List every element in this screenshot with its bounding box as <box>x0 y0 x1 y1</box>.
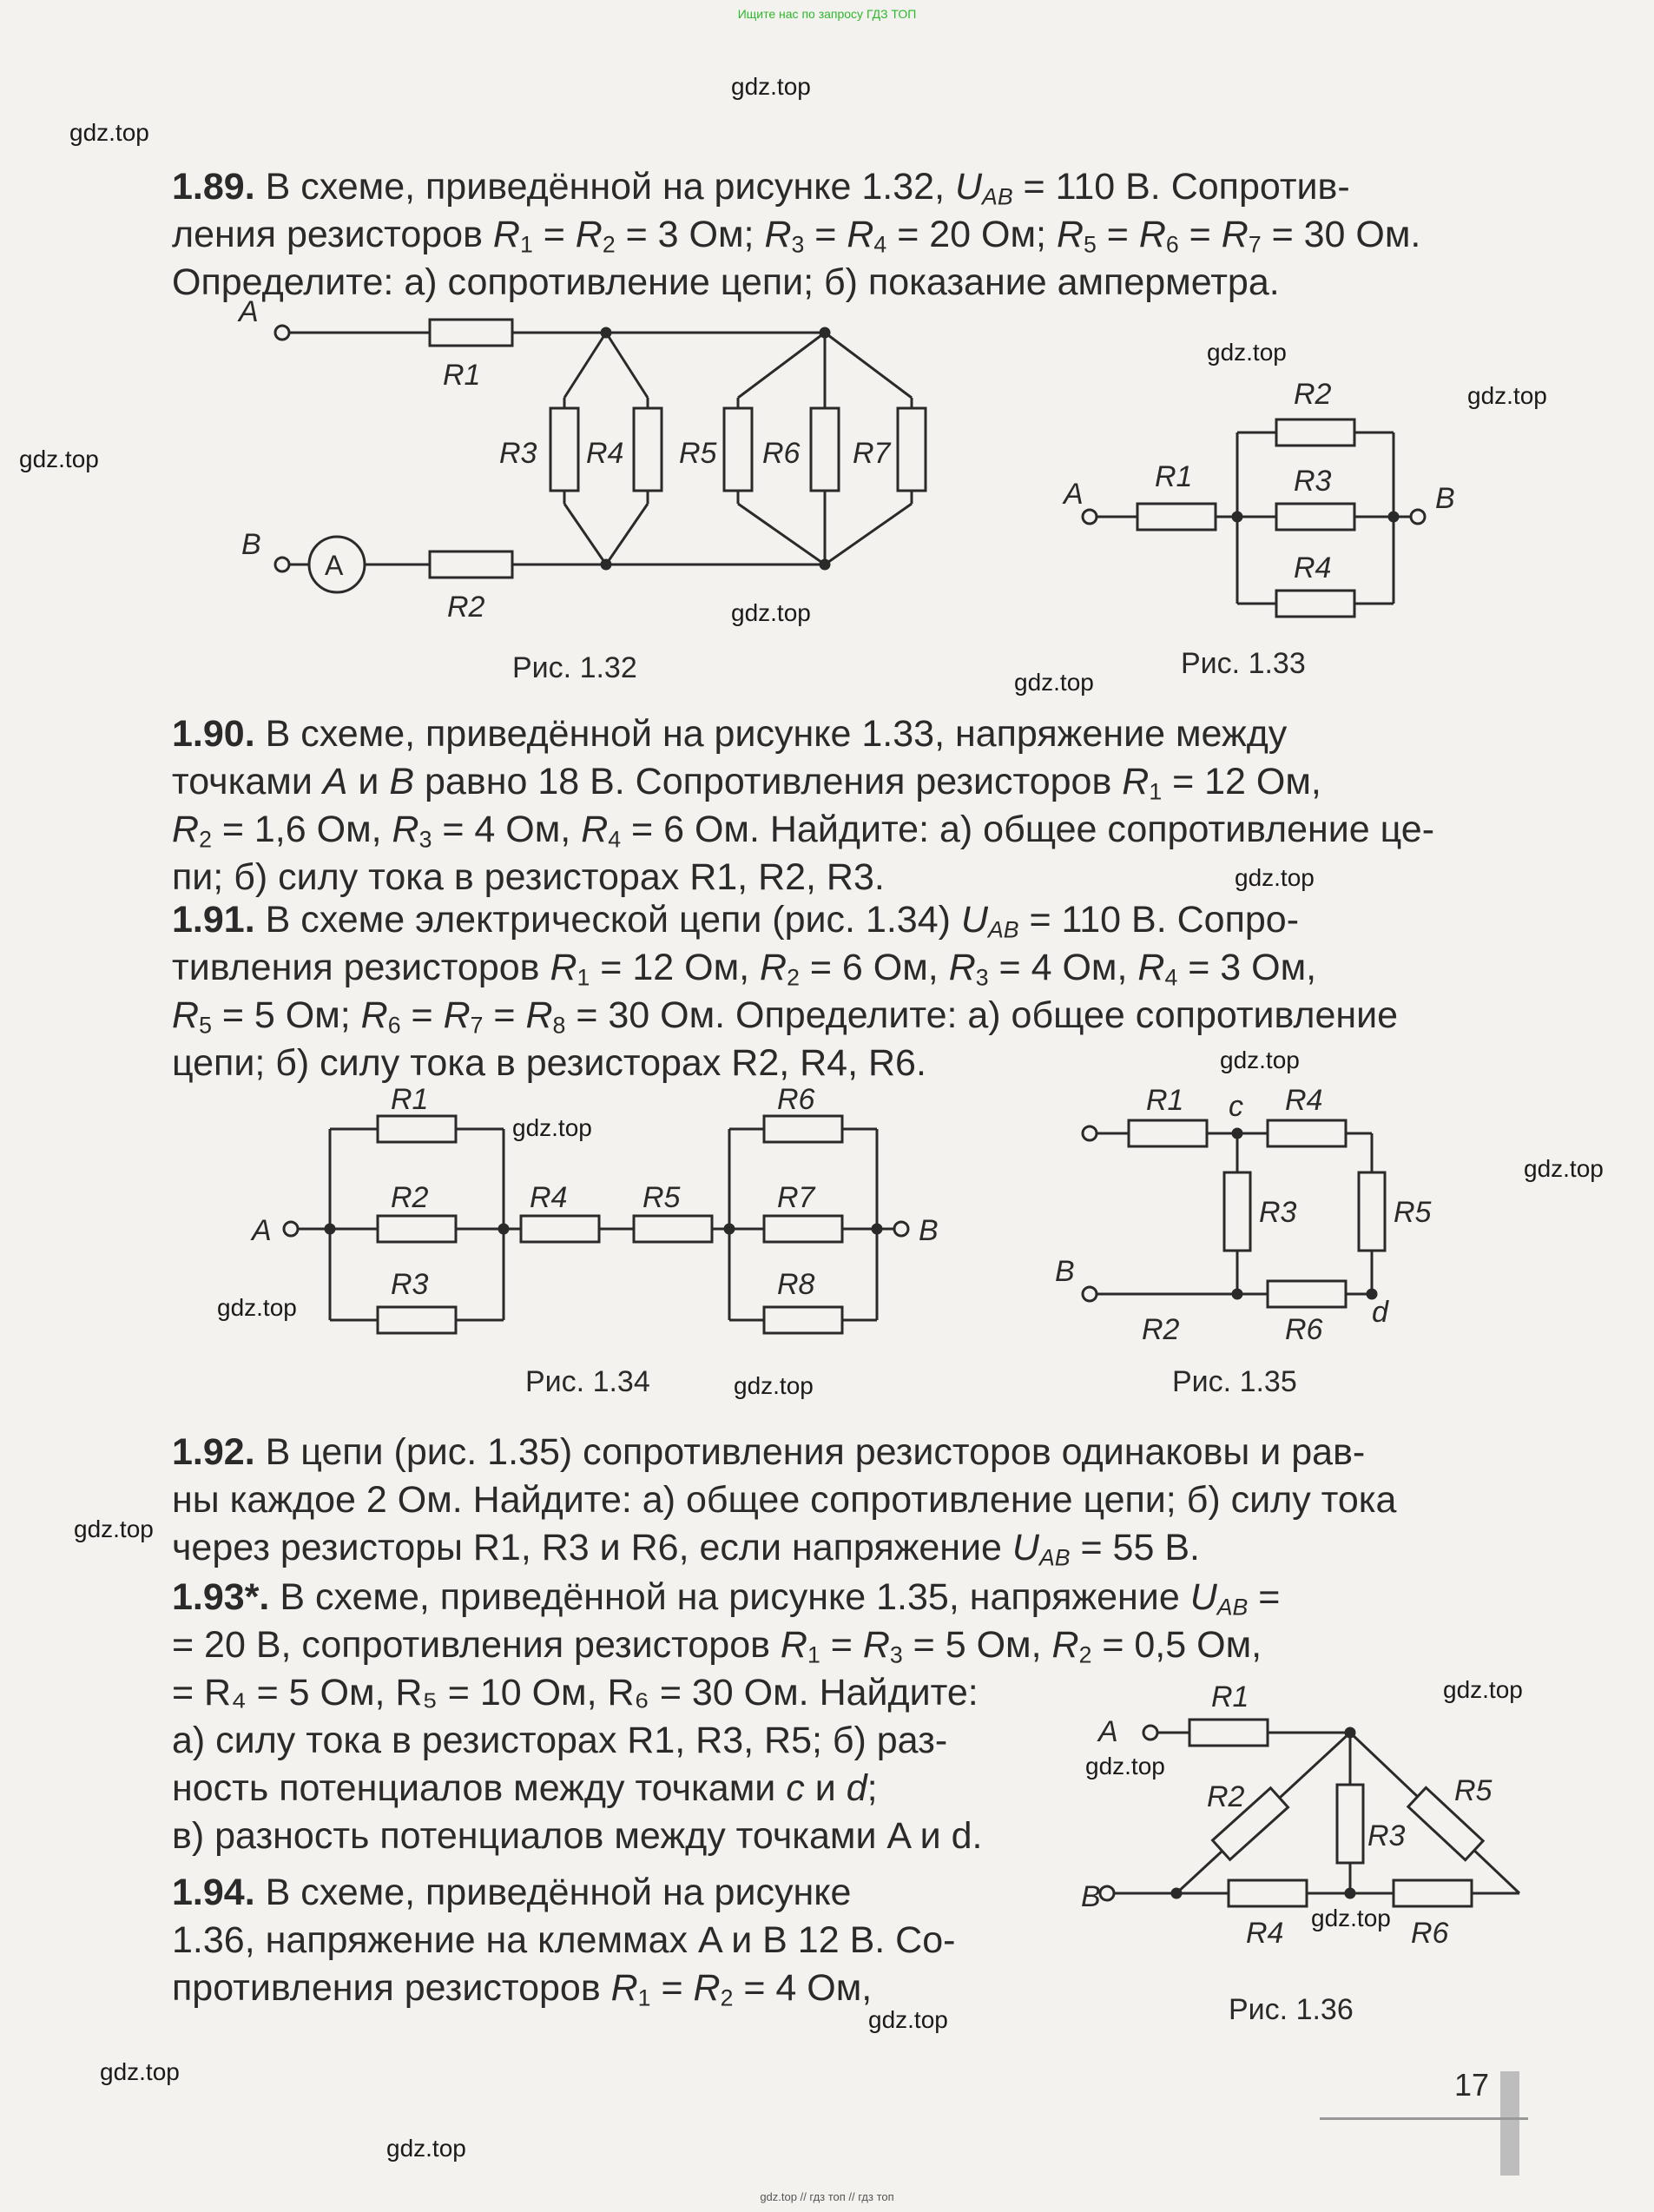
watermark: gdz.top <box>512 1114 592 1141</box>
label-R4: R4 <box>530 1181 568 1214</box>
label-R7: R7 <box>777 1181 815 1214</box>
watermark: gdz.top <box>217 1294 297 1321</box>
label-R5: R5 <box>1394 1196 1432 1229</box>
label-B: B <box>1081 1880 1101 1913</box>
label-R4: R4 <box>1285 1084 1323 1117</box>
top-banner: Ищите нас по запросу ГДЗ ТОП <box>737 7 917 21</box>
problem-1-91: 1.91. В схеме электрической цепи (рис. 1.34) $U_{AB} = 110$ В. Сопро- тивления резисторов $R_1 = 12$ Ом, $R_2 = 6$ Ом, $R_3 = 4$ Ом, $R_4 = 3$ Ом, $R_5 = 5$ Ом; $R_6 = R_7 = R_8 = 30$ Ом. Определите: а) общее сопротивление цепи; б) силу тока в резисторах R2, R4, R6. <box>172 899 1399 1084</box>
label-R5: R5 <box>1454 1774 1493 1807</box>
watermark: gdz.top <box>74 1515 154 1542</box>
label-R1: R1 <box>391 1083 429 1116</box>
problem-1-93-cont: = R₄ = 5 Ом, R₅ = 10 Ом, R₆ = 30 Ом. Найдите: а) силу тока в резисторах R1, R3, R5; б) раз- ность потенциалов между точками c и d; в) разность потенциалов между точками A и d. <box>172 1672 983 1857</box>
label-R6: R6 <box>762 437 801 470</box>
caption-1-33: Рис. 1.33 <box>1181 647 1306 680</box>
label-R6: R6 <box>777 1083 815 1116</box>
figure-1-32 <box>234 295 946 686</box>
watermark: gdz.top <box>1443 1676 1523 1703</box>
caption-1-35: Рис. 1.35 <box>1172 1365 1297 1398</box>
watermark: gdz.top <box>1220 1047 1300 1073</box>
watermark: gdz.top <box>1207 339 1287 366</box>
label-R2: R2 <box>1142 1313 1180 1346</box>
label-A: A <box>239 295 259 328</box>
label-R4: R4 <box>586 437 624 470</box>
ammeter-symbol: A <box>325 550 344 581</box>
figure-1-33 <box>1064 365 1498 686</box>
watermark: gdz.top <box>1014 669 1094 696</box>
label-R4: R4 <box>1294 551 1332 584</box>
caption-1-32: Рис. 1.32 <box>512 651 637 684</box>
label-R3: R3 <box>1259 1196 1297 1229</box>
watermark: gdz.top <box>1467 382 1547 409</box>
bottom-banner: gdz.top // гдз топ // гдз топ <box>760 2190 894 2203</box>
figure-1-34 <box>252 1083 1033 1407</box>
page-rule <box>1320 2117 1528 2120</box>
label-R2: R2 <box>447 591 485 624</box>
label-R3: R3 <box>1294 465 1332 498</box>
label-R5: R5 <box>679 437 717 470</box>
watermark: gdz.top <box>386 2135 466 2162</box>
label-R1: R1 <box>1146 1084 1184 1117</box>
label-R7: R7 <box>853 437 891 470</box>
figure-1-35 <box>1046 1086 1498 1407</box>
label-R5: R5 <box>642 1181 681 1214</box>
watermark: gdz.top <box>1085 1753 1165 1780</box>
label-R1: R1 <box>1211 1680 1249 1713</box>
label-R3: R3 <box>391 1268 429 1301</box>
label-B: B <box>1055 1255 1075 1288</box>
label-R8: R8 <box>777 1268 815 1301</box>
label-d: d <box>1372 1296 1388 1329</box>
label-R4: R4 <box>1246 1917 1284 1950</box>
caption-1-34: Рис. 1.34 <box>525 1365 650 1398</box>
watermark: gdz.top <box>731 599 811 626</box>
label-R6: R6 <box>1285 1313 1323 1346</box>
figure-1-36 <box>1081 1672 1532 2037</box>
watermark: gdz.top <box>734 1372 814 1399</box>
label-B: B <box>1435 482 1455 515</box>
watermark: gdz.top <box>731 73 811 100</box>
problem-1-90: 1.90. В схеме, приведённой на рисунке 1.33, напряжение между точками A и B равно 18 В. Сопротивления резисторов $R_1 = 12$ Ом, $R_2 = 1,6$ Ом, $R_3 = 4$ Ом, $R_4 = 6$ Ом. Найдите: а) общее сопротивление це- пи; б) силу тока в резисторах R1, R2, R3. <box>172 713 1435 898</box>
label-R6: R6 <box>1411 1917 1449 1950</box>
label-A: A <box>252 1214 272 1247</box>
page-number: 17 <box>1454 2067 1490 2103</box>
label-R2: R2 <box>1207 1780 1245 1813</box>
watermark: gdz.top <box>868 2006 948 2033</box>
label-R2: R2 <box>1294 378 1332 411</box>
problem-1-92: 1.92. В цепи (рис. 1.35) сопротивления резисторов одинаковы и рав- ны каждое 2 Ом. Найдите: а) общее сопротивление цепи; б) силу тока через резисторы R1, R3 и R6, если напряжение $U_{AB} = 55$ В. <box>172 1431 1397 1571</box>
label-R3: R3 <box>1367 1819 1406 1852</box>
problem-1-93: 1.93*. В схеме, приведённой на рисунке 1.35, напряжение $U_{AB}$ = = 20 В, сопротивления резисторов $R_1 = R_3 = 5$ Ом, $R_2 = 0,5$ Ом, <box>172 1576 1281 1668</box>
watermark: gdz.top <box>100 2058 180 2085</box>
watermark: gdz.top <box>1524 1155 1604 1182</box>
watermark: gdz.top <box>69 119 149 146</box>
page-corner-bar <box>1500 2071 1519 2176</box>
label-R3: R3 <box>499 437 537 470</box>
label-B: B <box>241 528 261 561</box>
label-B: B <box>919 1214 939 1247</box>
problem-1-94: 1.94. В схеме, приведённой на рисунке 1.36, напряжение на клеммах A и B 12 В. Со- противления резисторов $R_1 = R_2 = 4$ Ом, <box>172 1872 956 2011</box>
caption-1-36: Рис. 1.36 <box>1229 1993 1354 2026</box>
label-A: A <box>1064 478 1084 511</box>
label-R1: R1 <box>443 359 481 392</box>
watermark: gdz.top <box>1235 864 1315 891</box>
watermark: gdz.top <box>1311 1905 1391 1931</box>
watermark: gdz.top <box>19 446 99 472</box>
problem-1-89: 1.89. В схеме, приведённой на рисунке 1.32, $U_{AB} = 110$ В. Сопротив- ления резисторов $R_1 = R_2 = 3$ Ом; $R_3 = R_4 = 20$ Ом; $R_5 = R_6 = R_7 = 30$ Ом. Определите: а) сопротивление цепи; б) показание амперметра. <box>172 166 1421 303</box>
label-A: A <box>1098 1715 1118 1748</box>
label-c: c <box>1229 1090 1243 1123</box>
label-R2: R2 <box>391 1181 429 1214</box>
label-R1: R1 <box>1155 460 1193 493</box>
